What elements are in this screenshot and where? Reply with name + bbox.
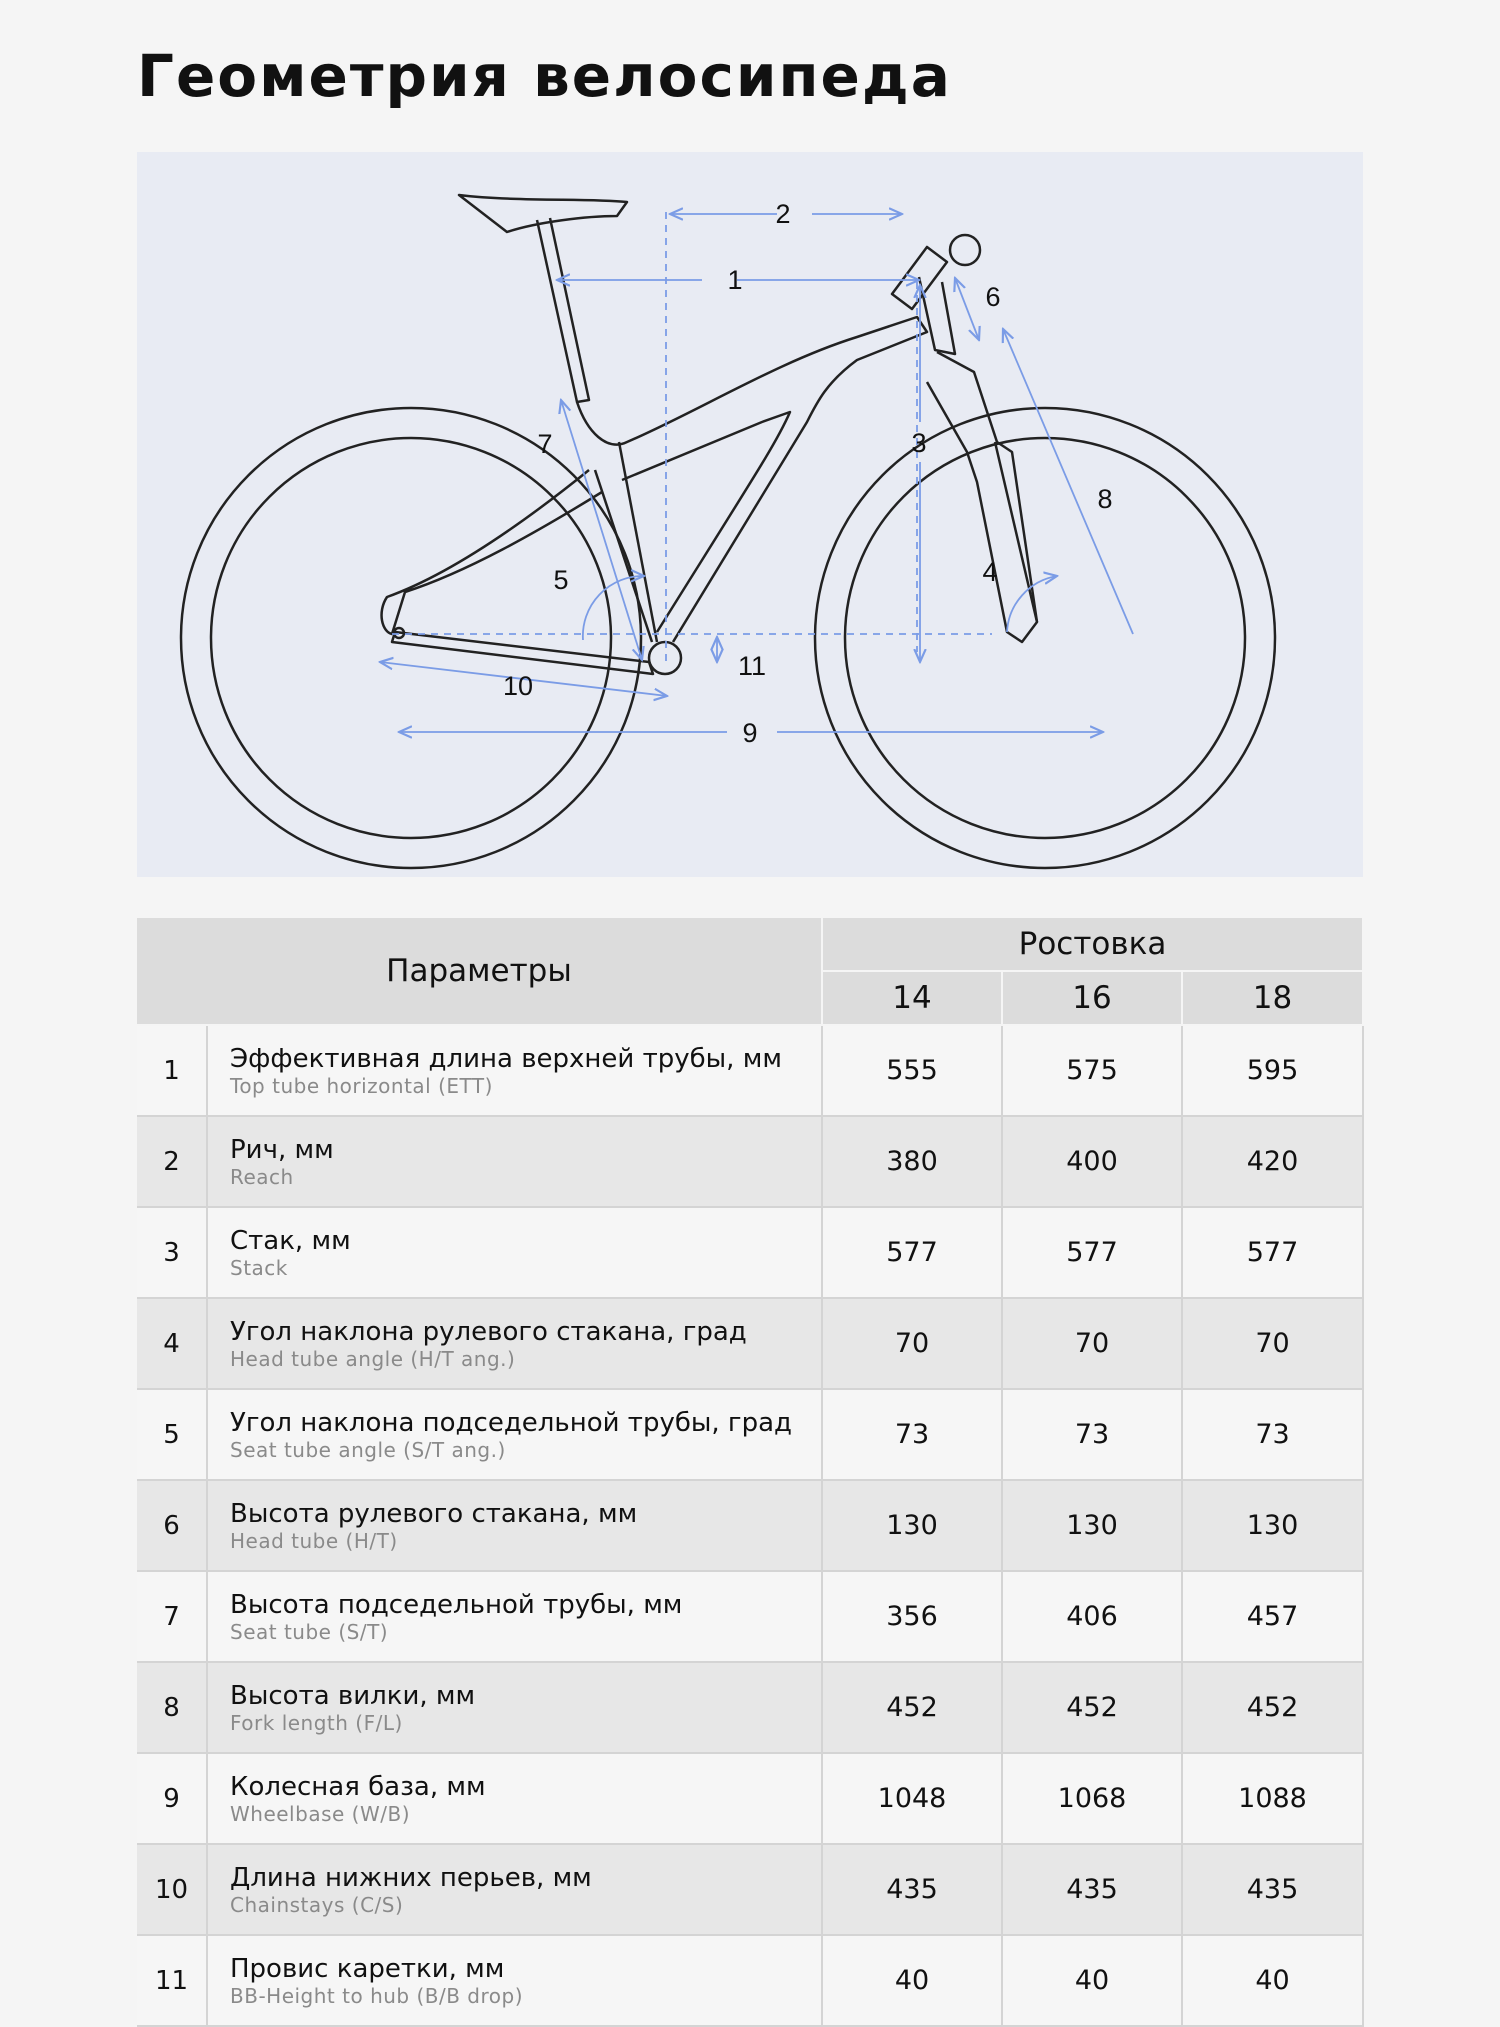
size-value-cell: 1068 [1002, 1753, 1182, 1844]
parameter-name-en: Wheelbase (W/B) [230, 1801, 410, 1826]
size-value-cell: 73 [1182, 1389, 1363, 1480]
parameter-name-en: Chainstays (C/S) [230, 1892, 404, 1917]
parameter-name-ru: Высота рулевого стакана, мм [230, 1498, 638, 1529]
size-value-cell: 577 [1182, 1207, 1363, 1298]
parameter-cell [207, 1025, 822, 1116]
size-value-cell: 452 [1002, 1662, 1182, 1753]
size-value-cell: 73 [1002, 1389, 1182, 1480]
dimension-label-1: 1 [727, 265, 743, 295]
size-value-cell: 70 [822, 1298, 1002, 1389]
parameter-name-en: Head tube (H/T) [230, 1528, 398, 1553]
table-row [137, 1753, 1363, 1844]
dimension-label-3: 3 [911, 428, 927, 458]
parameter-cell [207, 1844, 822, 1935]
size-value-cell: 577 [822, 1207, 1002, 1298]
parameter-cell [207, 1116, 822, 1207]
dimension-label-4: 4 [982, 557, 998, 587]
parameter-name-ru: Стак, мм [230, 1225, 351, 1256]
parameter-name-ru: Высота вилки, мм [230, 1680, 476, 1711]
parameter-name-en: Stack [230, 1255, 288, 1280]
size-value-cell: 356 [822, 1571, 1002, 1662]
table-row [137, 1844, 1363, 1935]
parameter-name-ru: Провис каретки, мм [230, 1953, 505, 1984]
parameter-name-ru: Длина нижних перьев, мм [230, 1862, 592, 1893]
parameter-name-ru: Рич, мм [230, 1134, 334, 1165]
parameter-name-ru: Угол наклона подседельной трубы, град [230, 1407, 793, 1438]
size-value-cell: 130 [1182, 1480, 1363, 1571]
size-header: 18 [1182, 971, 1363, 1025]
row-number: 2 [137, 1116, 207, 1207]
row-number: 10 [137, 1844, 207, 1935]
parameter-name-en: Fork length (F/L) [230, 1710, 403, 1735]
table-row [137, 1480, 1363, 1571]
size-value-cell: 435 [1002, 1844, 1182, 1935]
size-value-cell: 1048 [822, 1753, 1002, 1844]
table-row [137, 1298, 1363, 1389]
size-value-cell: 452 [1182, 1662, 1363, 1753]
row-number: 11 [137, 1935, 207, 2026]
row-number: 9 [137, 1753, 207, 1844]
parameter-name-ru: Угол наклона рулевого стакана, град [230, 1316, 747, 1347]
table-row [137, 1571, 1363, 1662]
size-value-cell: 40 [1002, 1935, 1182, 2026]
front-wheel [815, 408, 1275, 868]
size-value-cell: 130 [1002, 1480, 1182, 1571]
size-value-cell: 406 [1002, 1571, 1182, 1662]
row-number: 7 [137, 1571, 207, 1662]
geometry-table [137, 918, 1364, 2027]
parameter-name-en: Seat tube angle (S/T ang.) [230, 1437, 506, 1462]
row-number: 1 [137, 1025, 207, 1116]
size-value-cell: 457 [1182, 1571, 1363, 1662]
geometry-table-body [137, 1025, 1363, 2026]
page-title: Геометрия велосипеда [137, 42, 952, 110]
size-value-cell: 575 [1002, 1025, 1182, 1116]
size-value-cell: 40 [1182, 1935, 1363, 2026]
parameter-name-ru: Высота подседельной трубы, мм [230, 1589, 683, 1620]
row-number: 4 [137, 1298, 207, 1389]
parameter-cell [207, 1662, 822, 1753]
dimension-label-9: 9 [742, 718, 758, 748]
size-value-cell: 70 [1182, 1298, 1363, 1389]
size-value-cell: 595 [1182, 1025, 1363, 1116]
parameter-name-ru: Эффективная длина верхней трубы, мм [230, 1043, 782, 1074]
size-value-cell: 452 [822, 1662, 1002, 1753]
size-value-cell: 420 [1182, 1116, 1363, 1207]
parameter-cell [207, 1389, 822, 1480]
size-value-cell: 1088 [1182, 1753, 1363, 1844]
size-value-cell: 435 [822, 1844, 1002, 1935]
table-row [137, 1025, 1363, 1116]
table-row [137, 1389, 1363, 1480]
parameter-name-en: Seat tube (S/T) [230, 1619, 389, 1644]
row-number: 8 [137, 1662, 207, 1753]
dimension-label-10: 10 [502, 671, 534, 701]
dimension-label-11: 11 [737, 651, 767, 681]
bike-geometry-diagram [137, 152, 1363, 877]
dimension-label-7: 7 [537, 429, 553, 459]
size-header: 16 [1002, 971, 1182, 1025]
table-row [137, 1935, 1363, 2026]
parameter-cell [207, 1207, 822, 1298]
dimension-label-5: 5 [553, 565, 569, 595]
table-row [137, 1207, 1363, 1298]
parameter-cell [207, 1935, 822, 2026]
size-value-cell: 435 [1182, 1844, 1363, 1935]
table-row [137, 1662, 1363, 1753]
parameter-name-ru: Колесная база, мм [230, 1771, 486, 1802]
size-value-cell: 73 [822, 1389, 1002, 1480]
size-value-cell: 380 [822, 1116, 1002, 1207]
size-value-cell: 555 [822, 1025, 1002, 1116]
dimension-label-6: 6 [985, 282, 1001, 312]
parameter-name-en: BB-Height to hub (B/B drop) [230, 1983, 524, 2008]
row-number: 6 [137, 1480, 207, 1571]
params-header: Параметры [137, 918, 822, 1025]
size-header: 14 [822, 971, 1002, 1025]
parameter-cell [207, 1753, 822, 1844]
size-value-cell: 70 [1002, 1298, 1182, 1389]
parameter-name-en: Reach [230, 1164, 294, 1189]
size-value-cell: 130 [822, 1480, 1002, 1571]
row-number: 3 [137, 1207, 207, 1298]
parameter-cell [207, 1298, 822, 1389]
size-value-cell: 40 [822, 1935, 1002, 2026]
parameter-cell [207, 1571, 822, 1662]
rear-wheel [181, 408, 641, 868]
table-row [137, 1116, 1363, 1207]
row-number: 5 [137, 1389, 207, 1480]
dimension-label-2: 2 [775, 199, 791, 229]
size-value-cell: 577 [1002, 1207, 1182, 1298]
parameter-name-en: Top tube horizontal (ETT) [230, 1073, 493, 1098]
dimension-label-8: 8 [1097, 484, 1113, 514]
parameter-name-en: Head tube angle (H/T ang.) [230, 1346, 516, 1371]
size-value-cell: 400 [1002, 1116, 1182, 1207]
parameter-cell [207, 1480, 822, 1571]
size-group-header: Ростовка [822, 918, 1363, 971]
